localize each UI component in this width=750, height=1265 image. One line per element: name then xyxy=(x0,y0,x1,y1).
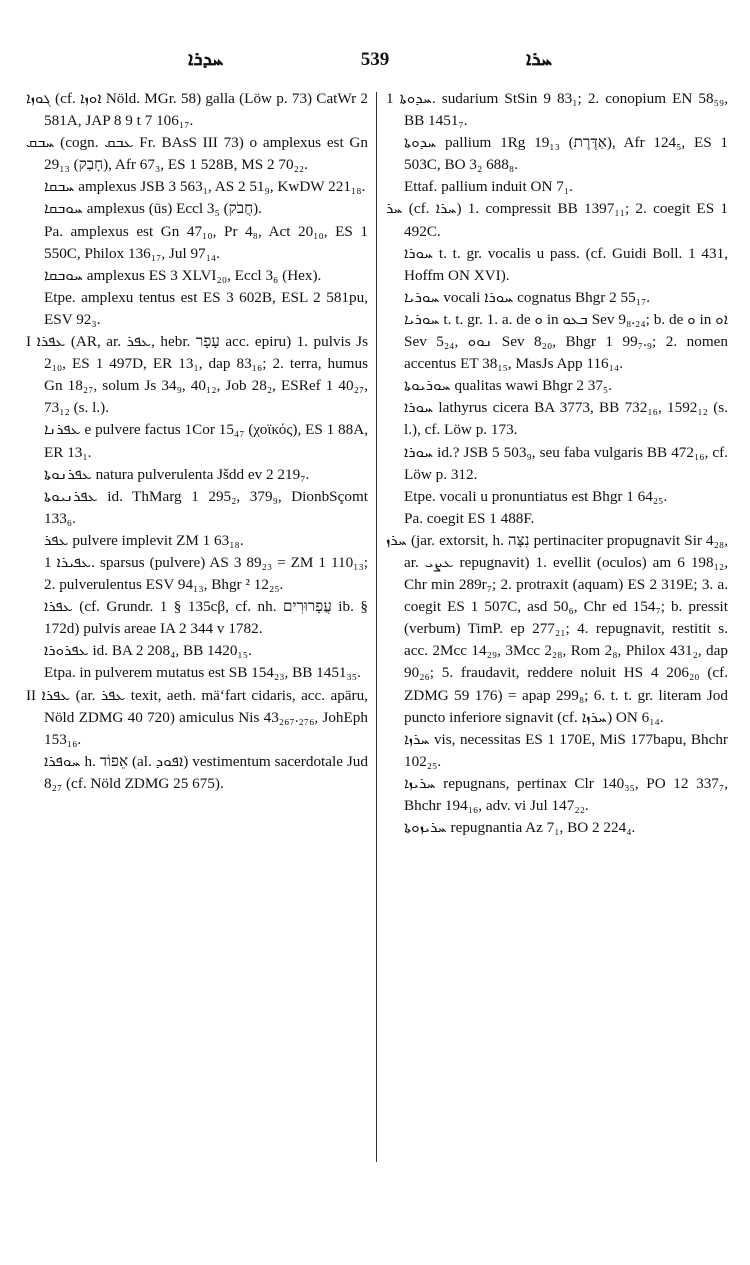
dictionary-entry: ܓܘܙܐ (cf. ܐܘܙܐ Nöld. MGr. 58) galla (Löw p. 73) CatWr 2 581A, JAP 8 9 t 7 106₁₇. xyxy=(26,90,368,130)
dictionary-entry: ܚܒܩ (cogn. ܥܒܩ Fr. BAsS III 73) o amplexus est Gn 29₁₃ (חָבַק), Afr 67₃, ES 1 528B, MS 2 70₂₂. xyxy=(26,134,368,174)
header-left-headword: ܚܕܪܐ xyxy=(188,49,224,70)
dictionary-entry: ܚܘܪܝܐ vocali ܚܘܪܐ cognatus Bhgr 2 55₁₇. xyxy=(404,288,651,306)
dictionary-entry: ܥܦܪܐ (cf. Grundr. 1 § 135cβ, cf. nh. עֲפָרוּרִים ib. § 172d) pulvis areae IA 2 344 v 1782. xyxy=(44,598,368,638)
page-number: 539 xyxy=(360,49,390,70)
dictionary-entry: ܥܦܪܢܘܬܐ natura pulverulenta Jšdd ev 2 219₇. xyxy=(44,465,310,483)
dictionary-entry: ܚܘܪܝܐ t. t. gr. 1. a. de ܘ in ܒܥܘ Sev 9₈.₂₄; b. de ܘ in ܐܘ Sev 5₂₄, ܢܘܘ Sev 8₂₀, Bhgr 1 99₇.₉; 2. nomen accentus ET 38₁₅, MasJs App 116₁₄. xyxy=(404,310,728,373)
dictionary-entry: ܥܦܪܢܐ e pulvere factus 1Cor 15₄₇ (χοϊκός), ES 1 88A, ER 13₁. xyxy=(44,421,368,461)
column-divider xyxy=(376,92,377,1162)
dictionary-entry: ܚܘܪܐ t. t. gr. vocalis u pass. (cf. Guidi Boll. 1 431, Hoffm ON XVI). xyxy=(404,244,728,284)
dictionary-entry: ܚܒܩܐ amplexus JSB 3 563₁, AS 2 51₉, KwDW 221₁₈. xyxy=(44,178,366,196)
dictionary-entry: Etpa. in pulverem mutatus est SB 154₂₃, BB 1451₃₅. xyxy=(44,664,361,682)
dictionary-entry: ܚܘܦܪܐ h. אֵפוֹד (al. ܐܦܘܕ) vestimentum sacerdotale Jud 8₂₇ (cf. Nöld ZDMG 25 675). xyxy=(44,752,368,792)
dictionary-entry: ܥܦܝܪܐ 1. sparsus (pulvere) AS 3 89₂₃ = ZM 1 110₁₃; 2. pulverulentus ESV 94₁₃, Bhgr ² 12₂₅. xyxy=(44,553,368,594)
dictionary-entry: Pa. amplexus est Gn 47₁₀, Pr 4₈, Act 20₁₀, ES 1 550C, Philox 136₁₇, Jul 97₁₄. xyxy=(44,222,368,262)
dictionary-entry: I ܥܦܪܐ (AR, ar. ܥܦܪ, hebr. עָפָר acc. epiru) 1. pulvis Js 2₁₀, ES 1 497D, ER 13₁, dap 83₁₆; 2. terra, humus Gn 18₂₇, solum Js 34₉, 40₁₂, Job 28₂, ESRef 1 40₂₇, 73₁₂ (s. l.). xyxy=(26,333,368,417)
dictionary-entry: ܚܪܙ (jar. extorsit, h. נִצָּה pertinaciter propugnavit Sir 4₂₈, ar. ܥܨܝ repugnavit) 1. evellit (oculos) am 6 198₁₂, Chr min 289r₇; 2. protraxit (aquam) ES 2 319E; 3. a. coegit ES 1 507C, asd 50₆, Chr ed 154₇; b. pressit (verbum) TimP. ep 277₂₁; 4. repugnavit, restitit s. acc. 2Mcc 14₂₉, 3Mcc 2₂₈, Rom 2₈, Philox 431₂, dap 90₂₆; 5. fraudavit, reddere noluit HS 4 206₂₀ (cf. ZDMG 59 176) = apap 299₈; 6. t. t. gr. literam Jod puncto inferiore signavit (cf. ܚܪܙܐ) ON 6₁₄. xyxy=(386,531,729,726)
dictionary-entry: ܥܦܪܢܝܘܬܐ id. ThMarg 1 295₂, 379₉, DionbSçomt 133₆. xyxy=(44,487,368,527)
dictionary-entry: ܚܕܘܬܐ pallium 1Rg 19₁₃ (אַדֶּרֶת), Afr 124₅, ES 1 503C, BO 3₂ 688₈. xyxy=(404,134,728,174)
dictionary-entry: ܚܪܝܙܘܬܐ repugnantia Az 7₁, BO 2 224₄. xyxy=(404,819,636,837)
dictionary-entry: ܚܘܪܝܘܬܐ qualitas wawi Bhgr 2 37₅. xyxy=(404,377,613,395)
dictionary-entry: ܚܘܒܩܐ amplexus (ūs) Eccl 3₅ (חֲבֹק). xyxy=(44,200,262,218)
dictionary-entry: ܚܘܪܐ lathyrus cicera BA 3773, BB 732₁₆, 1592₁₂ (s. l.), cf. Löw p. 173. xyxy=(404,399,728,439)
left-column xyxy=(26,88,368,795)
dictionary-entry: ܚܪܝܙܐ repugnans, pertinax Clr 140₃₅, PO 12 337₇, Bhchr 194₁₆, adv. vi Jul 147₂₂. xyxy=(404,774,728,814)
header-right-headword: ܚܪܐ xyxy=(525,49,552,70)
dictionary-entry: ܚܪ (cf. ܚܪܐ) 1. compressit BB 1397₁₁; 2. coegit ES 1 492C. xyxy=(386,200,728,240)
dictionary-entry: ܥܦܪ pulvere implevit ZM 1 63₁₈. xyxy=(44,531,244,549)
dictionary-entry: ܥܦܪܘܪܐ id. BA 2 208₄, BB 1420₁₅. xyxy=(44,642,252,660)
dictionary-entry: ܚܕܘܬܐ 1. sudarium StSin 9 83₁; 2. conopium EN 58₅₉, BB 1451₇. xyxy=(386,90,728,130)
dictionary-entry: ܚܪܙܐ vis, necessitas ES 1 170E, MiS 177bapu, Bhchr 102₂₅. xyxy=(404,730,728,770)
dictionary-entry: ܚܘܒܩܐ amplexus ES 3 XLVI₂₀, Eccl 3₆ (Hex). xyxy=(44,266,322,284)
dictionary-entry: Ettaf. pallium induit ON 7₁. xyxy=(404,178,573,196)
dictionary-entry: II ܥܦܪܐ (ar. ܥܦܪ texit, aeth. mäʻfart cidaris, acc. apāru, Nöld ZDMG 40 720) amiculus Nis 43₂₆₇.₂₇₆, JohEph 153₁₆. xyxy=(26,686,368,748)
dictionary-entry: Etpe. amplexu tentus est ES 3 602B, ESL 2 581pu, ESV 92₃. xyxy=(44,288,368,328)
right-column xyxy=(386,88,728,839)
page-header xyxy=(28,46,722,74)
dictionary-entry: Etpe. vocali u pronuntiatus est Bhgr 1 64₂₅. xyxy=(404,487,668,505)
dictionary-entry: Pa. coegit ES 1 488F. xyxy=(404,509,535,527)
dictionary-entry: ܚܘܪܐ id.? JSB 5 503₉, seu faba vulgaris BB 472₁₆, cf. Löw p. 312. xyxy=(404,443,728,483)
